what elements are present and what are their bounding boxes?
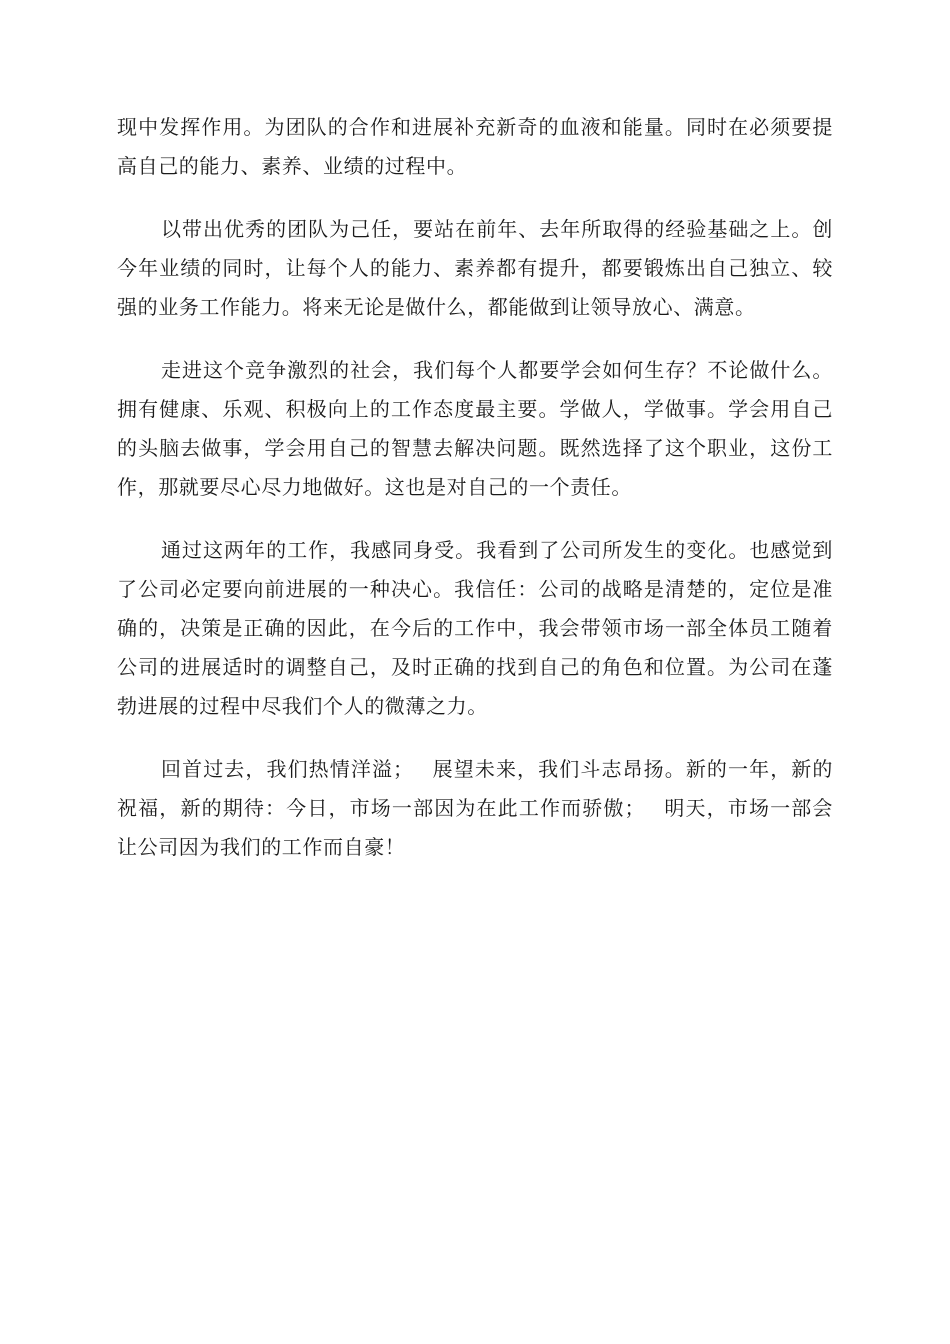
paragraph-2: 以带出优秀的团队为己任，要站在前年、去年所取得的经验基础之上。创今年业绩的同时，让每个人的能力、素养都有提升，都要锻炼出自己独立、较强的业务工作能力。将来无论是做什么，都能做到让领导放心、满意。 xyxy=(117,217,833,319)
paragraph-3: 走进这个竞争激烈的社会，我们每个人都要学会如何生存？不论做什么。拥有健康、乐观、积极向上的工作态度最主要。学做人，学做事。学会用自己的头脑去做事，学会用自己的智慧去解决问题。既然选择了这个职业，这份工作，那就要尽心尽力地做好。这也是对自己的一个责任。 xyxy=(117,358,833,499)
document-body xyxy=(117,108,833,891)
paragraph-1: 现中发挥作用。为团队的合作和进展补充新奇的血液和能量。同时在必须要提高自己的能力、素养、业绩的过程中。 xyxy=(117,115,833,178)
paragraph-5: 回首过去，我们热情洋溢； 展望未来，我们斗志昂扬。新的一年，新的祝福，新的期待：今日，市场一部因为在此工作而骄傲； 明天，市场一部会让公司因为我们的工作而自豪！ xyxy=(117,757,833,859)
paragraph-4: 通过这两年的工作，我感同身受。我看到了公司所发生的变化。也感觉到了公司必定要向前进展的一种决心。我信任：公司的战略是清楚的，定位是准确的，决策是正确的因此，在今后的工作中，我会带领市场一部全体员工随着公司的进展适时的调整自己，及时正确的找到自己的角色和位置。为公司在蓬勃进展的过程中尽我们个人的微薄之力。 xyxy=(117,538,833,718)
